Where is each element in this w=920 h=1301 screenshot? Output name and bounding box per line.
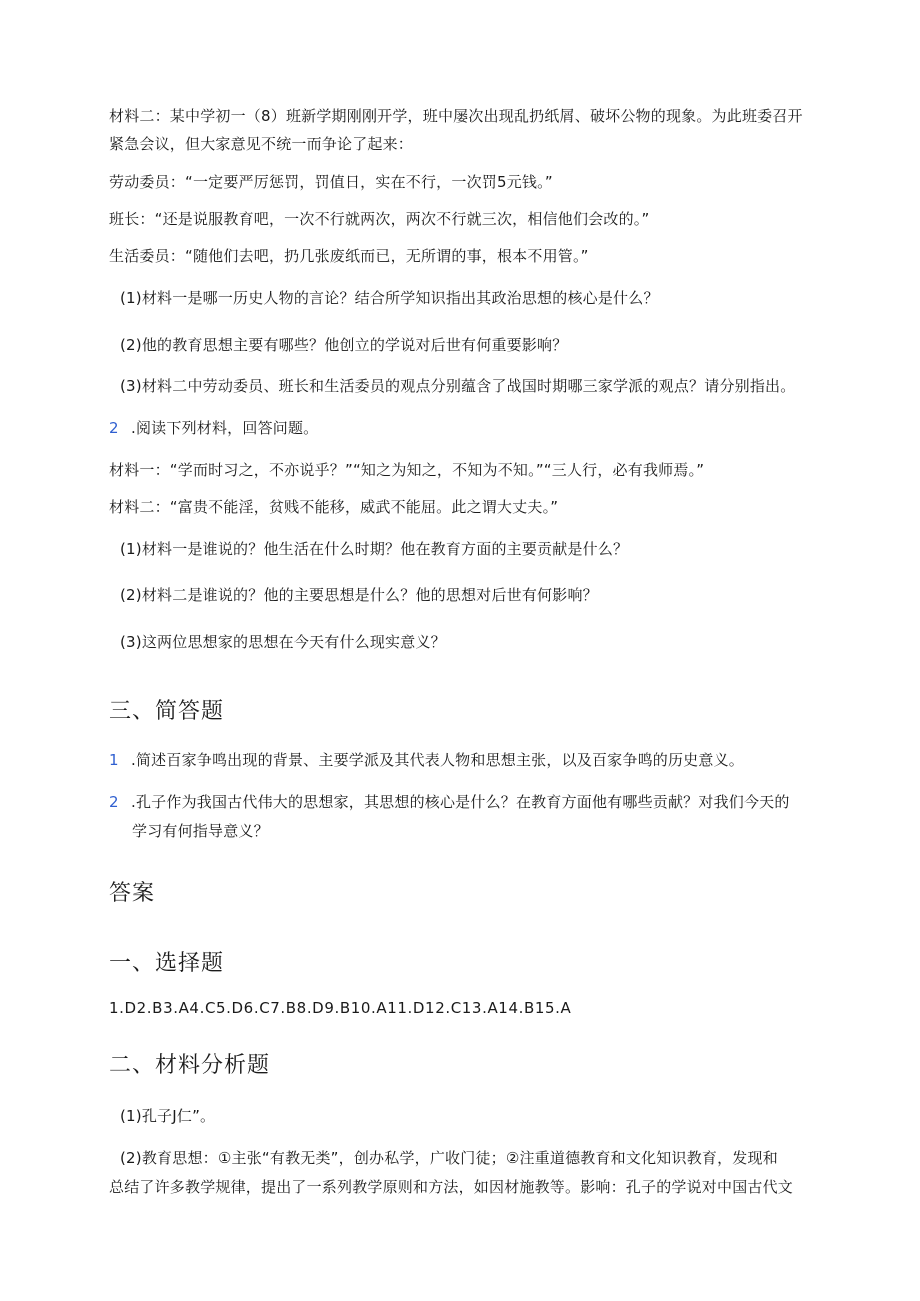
q2-material1: 材料一：“学而时习之，不亦说乎？”“知之为知之，不知为不知。”“三人行，必有我师焉。” bbox=[109, 461, 705, 479]
section3-item1-number: 1 bbox=[109, 751, 119, 769]
q2-sub2: (2)材料二是谁说的？他的主要思想是什么？他的思想对后世有何影响？ bbox=[120, 586, 598, 604]
section3-item1-text: .简述百家争鸣出现的背景、主要学派及其代表人物和思想主张，以及百家争鸣的历史意义。 bbox=[131, 751, 744, 769]
q2-number: 2 bbox=[109, 419, 119, 437]
quote-life-committee: 生活委员：“随他们去吧，扔几张废纸而已，无所谓的事，根本不用管。” bbox=[109, 247, 589, 265]
q2-sub3: (3)这两位思想家的思想在今天有什么现实意义？ bbox=[120, 633, 446, 651]
answer-2-line2: 总结了许多教学规律，提出了一系列教学原则和方法，如因材施教等。影响：孔子的学说对中国古代文 bbox=[109, 1178, 794, 1196]
answer-1: (1)孔子J仁”。 bbox=[120, 1107, 216, 1125]
answer-2-line1: (2)教育思想：①主张“有教无类”，创办私学，广收门徒；②注重道德教育和文化知识教育，发现和 bbox=[120, 1149, 778, 1167]
q2-text: .阅读下列材料，回答问题。 bbox=[131, 419, 319, 437]
section3-item2-continuation: 学习有何指导意义？ bbox=[132, 822, 269, 840]
section3-item1 bbox=[109, 750, 744, 770]
quote-labor-committee: 劳动委员：“一定要严厉惩罚，罚值日，实在不行，一次罚5元钱。” bbox=[109, 173, 553, 191]
choice-answers: 1.D2.B3.A4.C5.D6.C7.B8.D9.B10.A11.D12.C13.A14.B15.A bbox=[109, 999, 572, 1017]
material2-intro-line2: 紧急会议，但大家意见不统一而争论了起来： bbox=[109, 135, 414, 153]
section3-item2 bbox=[109, 792, 790, 812]
material2-intro-line1: 材料二：某中学初一（8）班新学期刚刚开学，班中屡次出现乱扔纸屑、破坏公物的现象。为此班委召开 bbox=[109, 107, 803, 125]
q2-stem bbox=[109, 418, 318, 438]
answers-section1-title: 一、选择题 bbox=[109, 951, 225, 976]
answers-title: 答案 bbox=[109, 881, 156, 906]
q1-sub2: (2)他的教育思想主要有哪些？他创立的学说对后世有何重要影响？ bbox=[120, 336, 568, 354]
q2-material2: 材料二：“富贵不能淫，贫贱不能移，威武不能屈。此之谓大丈夫。” bbox=[109, 498, 559, 516]
section3-item2-text: .孔子作为我国古代伟大的思想家，其思想的核心是什么？在教育方面他有哪些贡献？对我们今天的 bbox=[131, 793, 790, 811]
answers-section2-title: 二、材料分析题 bbox=[109, 1053, 271, 1078]
section3-item2-number: 2 bbox=[109, 793, 119, 811]
q2-sub1: (1)材料一是谁说的？他生活在什么时期？他在教育方面的主要贡献是什么？ bbox=[120, 540, 629, 558]
q1-sub1: (1)材料一是哪一历史人物的言论？结合所学知识指出其政治思想的核心是什么？ bbox=[120, 289, 659, 307]
section3-title: 三、简答题 bbox=[109, 699, 225, 724]
q1-sub3: (3)材料二中劳动委员、班长和生活委员的观点分别蕴含了战国时期哪三家学派的观点？请分别指出。 bbox=[120, 377, 796, 395]
quote-class-monitor: 班长：“还是说服教育吧，一次不行就两次，两次不行就三次，相信他们会改的。” bbox=[109, 210, 650, 228]
